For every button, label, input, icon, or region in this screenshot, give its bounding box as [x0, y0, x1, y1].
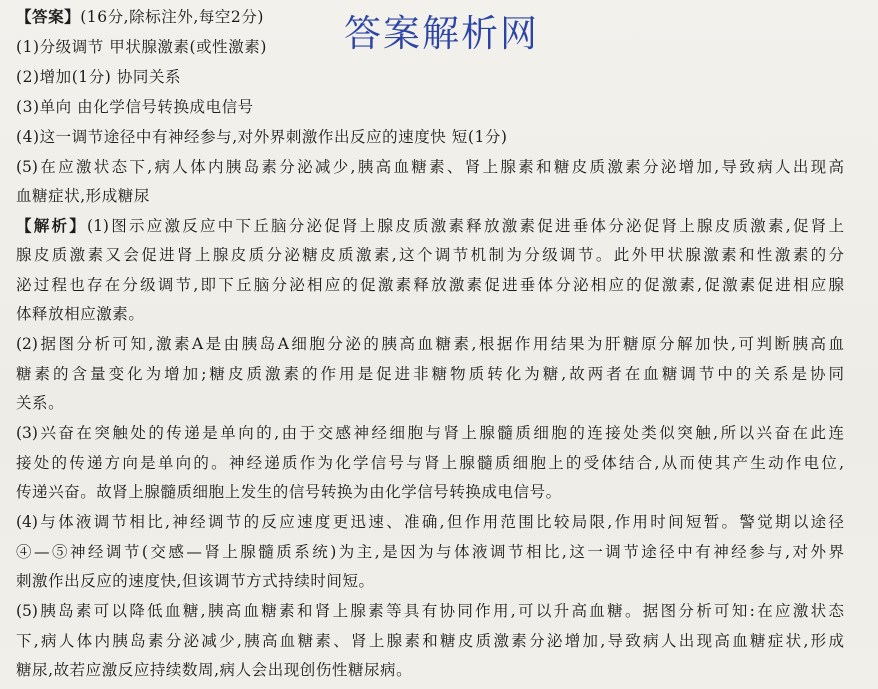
analysis-p1-line2: 腺皮质激素又会促进肾上腺皮质分泌糖皮质激素,这个调节机制为分级调节。此外甲状腺激素和性激素的分	[16, 246, 844, 264]
analysis-p3-line1: (3)兴奋在突触处的传递是单向的,由于交感神经细胞与肾上腺髓质细胞的连接处类似突触,所以兴奋在此连	[16, 424, 844, 442]
analysis-p1-line3: 泌过程也存在分级调节,即下丘脑分泌相应的促激素释放激素促进垂体分泌相应的促激素,促激素促进相应腺	[16, 276, 844, 294]
analysis-p4-line1: (4)与体液调节相比,神经调节的反应速度更迅速、准确,但作用范围比较局限,作用时间短暂。警觉期以途径	[16, 513, 844, 531]
answer-q1: (1)分级调节 甲状腺激素(或性激素)	[16, 38, 267, 56]
answer-q5-line2: 血糖症状,形成糖尿	[16, 187, 150, 205]
analysis-p4-line3: 刺激作出反应的速度快,但该调节方式持续时间短。	[16, 572, 375, 590]
analysis-p5-line1: (5)胰岛素可以降低血糖,胰高血糖素和肾上腺素等具有协同作用,可以升高血糖。据图分析可知:在应激状态	[16, 602, 844, 620]
analysis-label: 【解析】	[16, 216, 88, 235]
analysis-p2-line2: 糖素的含量变化为增加;糖皮质激素的作用是促进非糖物质转化为糖,故两者在血糖调节中的关系是协同	[16, 365, 844, 383]
analysis-p5-line3: 糖尿,故若应激反应持续数周,病人会出现创伤性糖尿病。	[16, 661, 413, 679]
watermark-text: 答案解析网	[344, 12, 539, 55]
analysis-p3-line3: 传递兴奋。故肾上腺髓质细胞上发生的信号转换为由化学信号转换成电信号。	[16, 483, 562, 501]
answer-q2: (2)增加(1分) 协同关系	[16, 68, 182, 86]
answer-label: 【答案】	[16, 7, 81, 26]
analysis-p1-line4: 体释放相应激素。	[16, 305, 145, 323]
answer-header-line	[16, 7, 264, 27]
analysis-p4-line2: ④—⑤神经调节(交感—肾上腺髓质系统)为主,是因为与体液调节相比,这一调节途径中有神经参与,对外界	[16, 543, 844, 561]
analysis-p1-line1-text: (1)图示应激反应中下丘脑分泌促肾上腺皮质激素释放激素促进垂体分泌促肾上腺皮质激素,促肾上	[87, 217, 844, 235]
answer-q4: (4)这一调节途径中有神经参与,对外界刺激作出反应的速度快 短(1分)	[16, 128, 508, 146]
analysis-p3-line2: 接处的传递方向是单向的。神经递质作为化学信号与肾上腺髓质细胞上的受体结合,从而使其产生动作电位,	[16, 454, 844, 472]
analysis-p2-line1: (2)据图分析可知,激素A是由胰岛A细胞分泌的胰高血糖素,根据作用结果为肝糖原分解加快,可判断胰高血	[16, 335, 844, 353]
analysis-p2-line3: 关系。	[16, 394, 65, 412]
answer-q3: (3)单向 由化学信号转换成电信号	[16, 98, 254, 116]
answer-score-note: (16分,除标注外,每空2分)	[80, 8, 264, 26]
analysis-p5-line2: 下,病人体内胰岛素分泌减少,胰高血糖素、肾上腺素和糖皮质激素分泌增加,导致病人出现高血糖症状,形成	[16, 632, 844, 650]
analysis-p1-line1	[16, 216, 844, 236]
answer-q5-line1: (5)在应激状态下,病人体内胰岛素分泌减少,胰高血糖素、肾上腺素和糖皮质激素分泌增加,导致病人出现高	[16, 158, 844, 176]
